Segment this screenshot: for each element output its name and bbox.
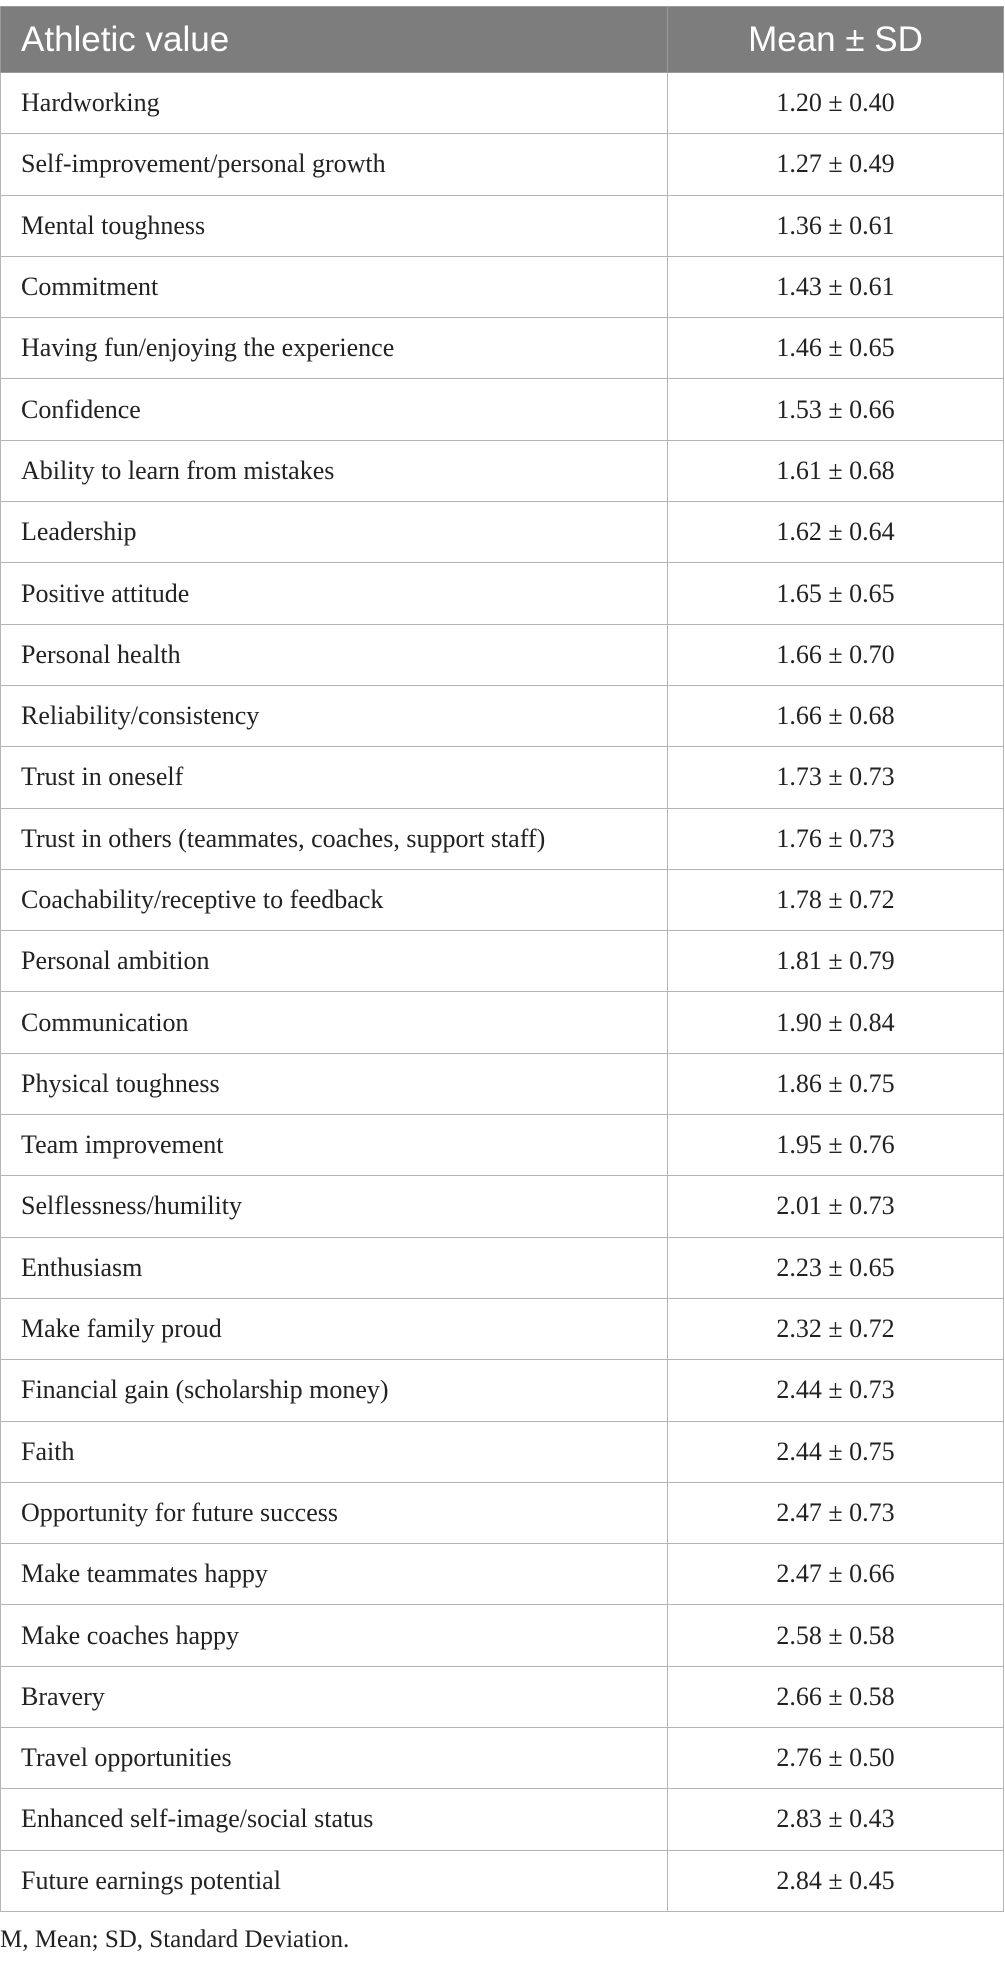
mean-sd-cell: 1.65 ± 0.65 (668, 563, 1004, 624)
table-row (1, 73, 1004, 134)
table-row (1, 1360, 1004, 1421)
mean-sd-cell: 1.46 ± 0.65 (668, 318, 1004, 379)
table-row (1, 1789, 1004, 1850)
athletic-value-cell: Enhanced self-image/social status (1, 1789, 668, 1850)
athletic-value-cell: Future earnings potential (1, 1850, 668, 1911)
athletic-value-cell: Trust in others (teammates, coaches, support staff) (1, 808, 668, 869)
mean-sd-cell: 1.53 ± 0.66 (668, 379, 1004, 440)
athletic-value-cell: Coachability/receptive to feedback (1, 869, 668, 930)
athletic-value-cell: Reliability/consistency (1, 685, 668, 746)
table-row (1, 256, 1004, 317)
athletic-value-cell: Trust in oneself (1, 747, 668, 808)
mean-sd-cell: 1.66 ± 0.70 (668, 624, 1004, 685)
mean-sd-cell: 2.44 ± 0.75 (668, 1421, 1004, 1482)
table-row (1, 1237, 1004, 1298)
mean-sd-cell: 1.95 ± 0.76 (668, 1115, 1004, 1176)
table-row (1, 1053, 1004, 1114)
athletic-value-cell: Self-improvement/personal growth (1, 134, 668, 195)
table-row (1, 502, 1004, 563)
mean-sd-cell: 1.81 ± 0.79 (668, 931, 1004, 992)
mean-sd-cell: 1.76 ± 0.73 (668, 808, 1004, 869)
table-row (1, 747, 1004, 808)
mean-sd-cell: 1.78 ± 0.72 (668, 869, 1004, 930)
table-row (1, 931, 1004, 992)
table-row (1, 1850, 1004, 1911)
table-row (1, 318, 1004, 379)
mean-sd-cell: 2.66 ± 0.58 (668, 1666, 1004, 1727)
athletic-value-cell: Personal health (1, 624, 668, 685)
athletic-value-cell: Ability to learn from mistakes (1, 440, 668, 501)
mean-sd-cell: 1.43 ± 0.61 (668, 256, 1004, 317)
mean-sd-cell: 1.90 ± 0.84 (668, 992, 1004, 1053)
table-row (1, 1666, 1004, 1727)
table-row (1, 992, 1004, 1053)
header-athletic-value: Athletic value (1, 7, 668, 73)
mean-sd-cell: 2.47 ± 0.66 (668, 1544, 1004, 1605)
athletic-value-cell: Opportunity for future success (1, 1482, 668, 1543)
athletic-value-cell: Commitment (1, 256, 668, 317)
athletic-values-table-container (0, 6, 1003, 1912)
athletic-value-cell: Make coaches happy (1, 1605, 668, 1666)
athletic-value-cell: Selflessness/humility (1, 1176, 668, 1237)
mean-sd-cell: 2.84 ± 0.45 (668, 1850, 1004, 1911)
table-row (1, 379, 1004, 440)
athletic-value-cell: Communication (1, 992, 668, 1053)
table-row (1, 1728, 1004, 1789)
mean-sd-cell: 2.58 ± 0.58 (668, 1605, 1004, 1666)
athletic-values-table (0, 6, 1004, 1912)
table-row (1, 1605, 1004, 1666)
mean-sd-cell: 1.86 ± 0.75 (668, 1053, 1004, 1114)
athletic-value-cell: Make family proud (1, 1298, 668, 1359)
mean-sd-cell: 1.36 ± 0.61 (668, 195, 1004, 256)
athletic-value-cell: Team improvement (1, 1115, 668, 1176)
mean-sd-cell: 1.62 ± 0.64 (668, 502, 1004, 563)
table-footnote: M, Mean; SD, Standard Deviation. (0, 1926, 350, 1953)
athletic-value-cell: Travel opportunities (1, 1728, 668, 1789)
header-row (1, 7, 1004, 73)
athletic-value-cell: Positive attitude (1, 563, 668, 624)
athletic-value-cell: Leadership (1, 502, 668, 563)
athletic-value-cell: Faith (1, 1421, 668, 1482)
mean-sd-cell: 2.44 ± 0.73 (668, 1360, 1004, 1421)
table-row (1, 134, 1004, 195)
table-row (1, 808, 1004, 869)
header-mean-sd: Mean ± SD (668, 7, 1004, 73)
athletic-value-cell: Physical toughness (1, 1053, 668, 1114)
mean-sd-cell: 2.23 ± 0.65 (668, 1237, 1004, 1298)
athletic-value-cell: Financial gain (scholarship money) (1, 1360, 668, 1421)
table-row (1, 624, 1004, 685)
table-row (1, 440, 1004, 501)
table-row (1, 685, 1004, 746)
table-row (1, 1482, 1004, 1543)
mean-sd-cell: 2.32 ± 0.72 (668, 1298, 1004, 1359)
table-row (1, 869, 1004, 930)
mean-sd-cell: 1.66 ± 0.68 (668, 685, 1004, 746)
table-row (1, 195, 1004, 256)
athletic-value-cell: Mental toughness (1, 195, 668, 256)
mean-sd-cell: 2.01 ± 0.73 (668, 1176, 1004, 1237)
athletic-value-cell: Bravery (1, 1666, 668, 1727)
athletic-value-cell: Enthusiasm (1, 1237, 668, 1298)
mean-sd-cell: 1.61 ± 0.68 (668, 440, 1004, 501)
table-row (1, 563, 1004, 624)
athletic-value-cell: Personal ambition (1, 931, 668, 992)
mean-sd-cell: 2.76 ± 0.50 (668, 1728, 1004, 1789)
table-header (1, 7, 1004, 73)
mean-sd-cell: 2.47 ± 0.73 (668, 1482, 1004, 1543)
table-row (1, 1544, 1004, 1605)
athletic-value-cell: Confidence (1, 379, 668, 440)
table-row (1, 1176, 1004, 1237)
table-row (1, 1421, 1004, 1482)
table-row (1, 1298, 1004, 1359)
table-body (1, 73, 1004, 1912)
mean-sd-cell: 1.27 ± 0.49 (668, 134, 1004, 195)
mean-sd-cell: 2.83 ± 0.43 (668, 1789, 1004, 1850)
athletic-value-cell: Having fun/enjoying the experience (1, 318, 668, 379)
table-row (1, 1115, 1004, 1176)
mean-sd-cell: 1.73 ± 0.73 (668, 747, 1004, 808)
mean-sd-cell: 1.20 ± 0.40 (668, 73, 1004, 134)
athletic-value-cell: Hardworking (1, 73, 668, 134)
athletic-value-cell: Make teammates happy (1, 1544, 668, 1605)
